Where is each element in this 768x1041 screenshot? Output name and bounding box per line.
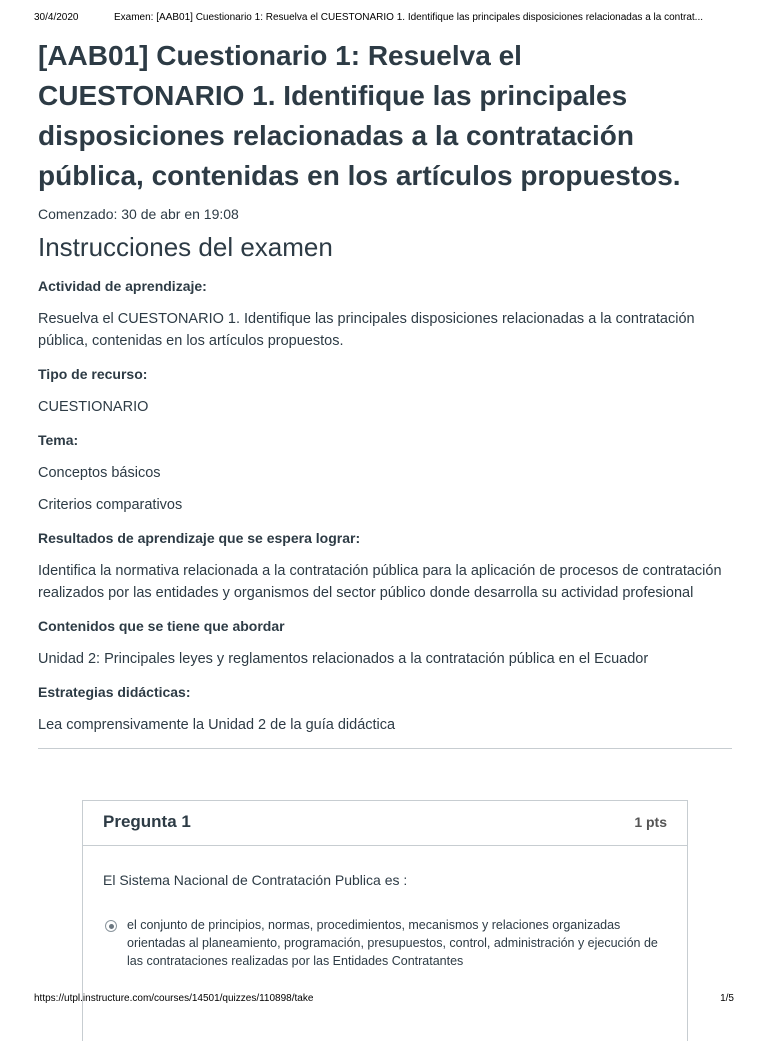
instructions-heading: Instrucciones del examen [38,232,333,262]
contenidos-text: Unidad 2: Principales leyes y reglamentos relacionados a la contratación pública en el Ecuador [38,651,649,667]
estrategias-text: Lea comprensivamente la Unidad 2 de la guía didáctica [38,717,396,733]
quiz-content [38,36,732,749]
actividad-text: Resuelva el CUESTONARIO 1. Identifique las principales disposiciones relacionadas a la contratación pública, contenidas en los artículos propuestos. [38,311,695,349]
print-url: https://utpl.instructure.com/courses/14501/quizzes/110898/take [34,993,314,1004]
page-number: 1/5 [720,993,734,1004]
print-footer [34,993,734,1004]
question-text: El Sistema Nacional de Contratación Publica es : [103,872,408,888]
answer-label: el conjunto de principios, normas, procedimientos, mecanismos y relaciones organizadas orientadas al planeamiento, programación, presupuestos, control, administración y ejecución de las contrataciones realizadas por las Entidades Contratantes [127,918,658,968]
resultados-label: Resultados de aprendizaje que se espera lograr: [38,530,361,546]
contenidos-label: Contenidos que se tiene que abordar [38,618,285,634]
tema-item: Conceptos básicos [38,465,161,481]
print-header [34,12,734,23]
question-header [83,801,687,846]
actividad-label: Actividad de aprendizaje: [38,278,207,294]
started-timestamp: Comenzado: 30 de abr en 19:08 [38,206,239,222]
page-title: [AAB01] Cuestionario 1: Resuelva el CUESTONARIO 1. Identifique las principales disposiciones relacionadas a la contratación pública, contenidas en los artículos propuestos. [38,40,681,191]
tema-label: Tema: [38,432,79,448]
print-doc-title: Examen: [AAB01] Cuestionario 1: Resuelva el CUESTONARIO 1. Identifique las principales disposiciones relacionadas a la contrat... [114,12,704,23]
question-name: Pregunta 1 [103,812,191,831]
question-points: 1 pts [634,814,667,830]
answer-option[interactable] [105,916,667,970]
tipo-text: CUESTIONARIO [38,399,149,415]
question-card [82,800,688,1041]
resultados-text: Identifica la normativa relacionada a la contratación pública para la aplicación de procesos de contratación realizados por las entidades y organismos del sector público donde desarrolla su actividad profesional [38,563,722,601]
estrategias-label: Estrategias didácticas: [38,684,191,700]
print-date: 30/4/2020 [34,12,79,23]
section-divider [38,748,732,749]
tipo-label: Tipo de recurso: [38,366,148,382]
radio-selected-icon[interactable] [105,920,117,932]
tema-item: Criterios comparativos [38,497,183,513]
